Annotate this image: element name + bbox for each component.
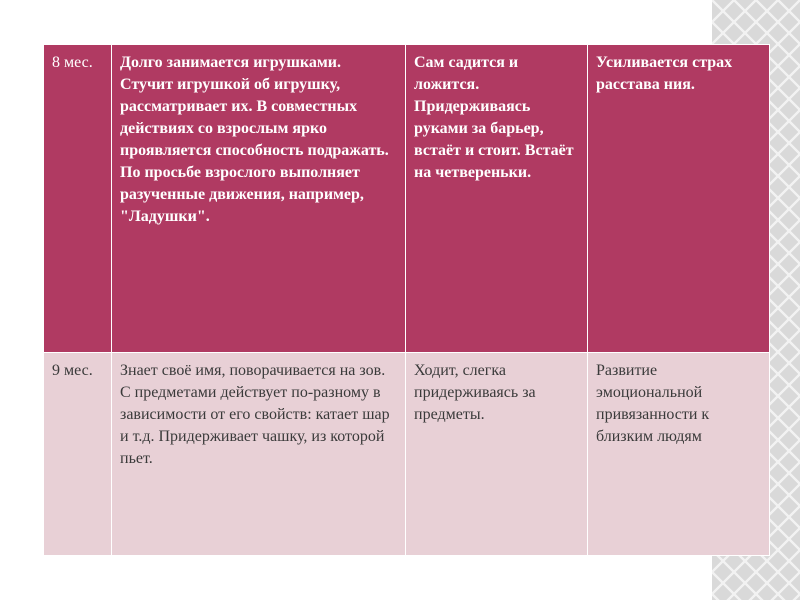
play-cell: Долго занимается игрушками. Стучит игрушкой об игрушку, рассматривает их. В совместных действиях со взрослым ярко проявляется способность подражать. По просьбе взрослого выполняет разученные движения, например, "Ладушки". <box>112 45 406 353</box>
age-cell: 8 мес. <box>44 45 112 353</box>
development-table <box>43 44 770 556</box>
emotion-cell: Развитие эмоциональной привязанности к близким людям <box>588 353 770 556</box>
motor-cell: Сам садится и ложится. Придерживаясь руками за барьер, встаёт и стоит. Встаёт на четвереньки. <box>406 45 588 353</box>
table-row <box>44 353 770 556</box>
play-cell: Знает своё имя, поворачивается на зов. С предметами действует по-разному в зависимости от его свойств: катает шар и т.д. Придерживает чашку, из которой пьет. <box>112 353 406 556</box>
motor-cell: Ходит, слегка придерживаясь за предметы. <box>406 353 588 556</box>
age-cell: 9 мес. <box>44 353 112 556</box>
emotion-cell: Усиливается страх расстава ния. <box>588 45 770 353</box>
table-row <box>44 45 770 353</box>
